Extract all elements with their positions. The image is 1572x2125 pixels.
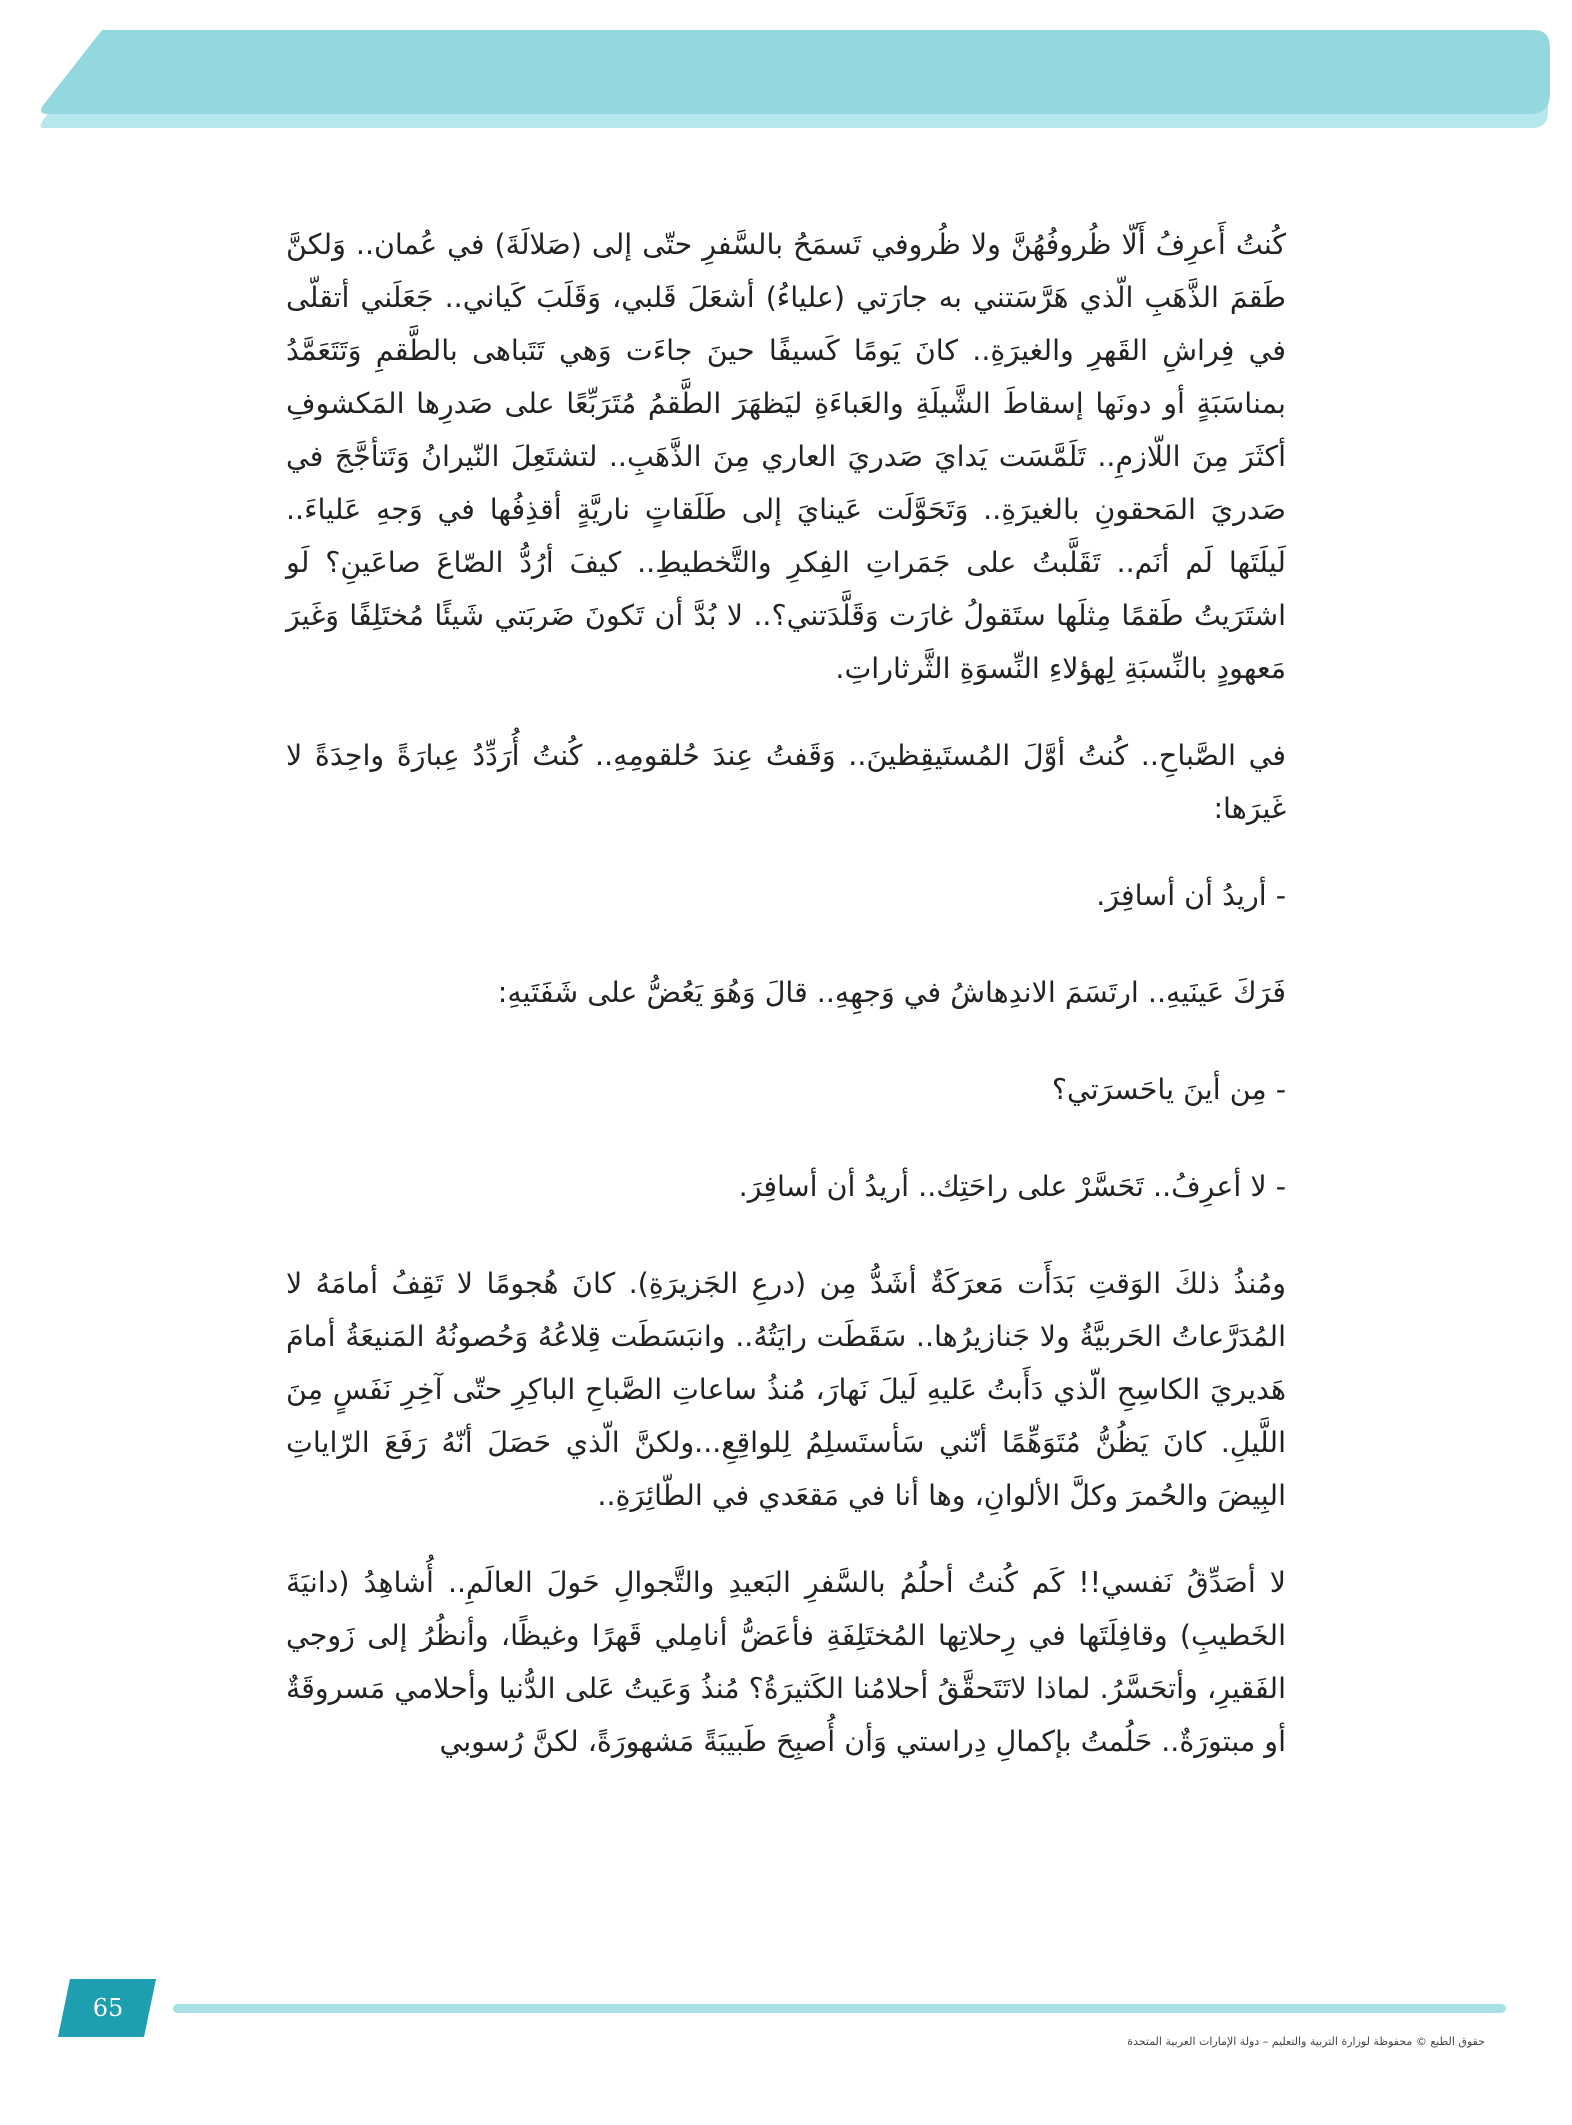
paragraph-2: في الصَّباحِ.. كُنتُ أوَّلَ المُستَيقِظينَ.. وَقَفتُ عِندَ حُلقومِهِ.. كُنتُ أُرَدِّدُ عِبارَةً واحِدَةً لا غَيرَها:: [286, 739, 1286, 825]
paragraph-3: فَرَكَ عَينَيهِ.. ارتَسَمَ الاندِهاشُ في وَجهِهِ.. قالَ وَهُوَ يَعُضُّ على شَفَتَيهِ:: [497, 976, 1286, 1009]
page-number: 65: [92, 1994, 124, 2022]
footer-divider: [173, 2004, 1506, 2013]
dialog-line-3: - لا أعرِفُ.. تَحَسَّرْ على راحَتِك.. أريدُ أن أسافِرَ.: [738, 1170, 1286, 1203]
paragraph-5: لا أصَدِّقُ نَفسي!! كَم كُنتُ أحلُمُ بالسَّفرِ البَعيدِ والتَّجوالِ حَولَ العالَمِ.. أُشاهِدُ (دانيَةَ الخَطيبِ) وقافِلَتَها في رِحلاتِها المُختَلِفَةِ فأعَضُّ أنامِلي قَهرًا وغيظًا، وأنظُرُ إلى زَوجي الفَقيرِ، وأتحَسَّرُ. لماذا لاتَتَحقَّقُ أحلامُنا الكَثيرَةُ؟ مُنذُ وَعَيتُ عَلى الدُّنيا وأحلامي مَسروقَةٌ أو مبتورَةٌ.. حَلُمتُ بإكمالِ دِراستي وَأن أُصبِحَ طَبيبَةً مَشهورَةً، لكنَّ رُسوبي: [286, 1566, 1286, 1758]
dialog-line-1: - أريدُ أن أسافِرَ.: [1096, 879, 1286, 912]
dialog-line-2: - مِن أينَ ياحَسرَتي؟: [1051, 1073, 1286, 1106]
copyright-notice: حقوق الطبع © محفوظة لوزارة التربية والتعليم – دولة الإمارات العربية المتحدة: [1127, 2035, 1485, 2048]
header-banner: [36, 30, 1552, 135]
paragraph-1: كُنتُ أَعرِفُ أَلّا ظُروفُهُنَّ ولا ظُروفي تَسمَحُ بالسَّفرِ حتّى إلى (صَلالَةَ) في عُمان.. وَلكنَّ طَقمَ الذَّهَبِ الّذي هَرَّسَتني به جارَتي (علياءُ) أشعَلَ قَلبي، وَقَلَبَ كَياني.. جَعَلَني أتقلّى في فِراشِ القَهرِ والغيرَةِ.. كانَ يَومًا كَسيفًا حينَ جاءَت وَهي تَتَباهى بالطَّقمِ وَتَتَعَمَّدُ بمناسَبَةٍ أو دونَها إسقاطَ الشَّيلَةِ والعَباءَةِ ليَظهَرَ الطَّقمُ مُتَرَبِّعًا على صَدرِها المَكشوفِ أكثَرَ مِنَ اللّازمِ.. تَلَمَّسَت يَدايَ صَدريَ العاري مِنَ الذَّهَبِ.. لتشتَعِلَ النّيرانُ وَتَتأجَّجَ في صَدريَ المَحقونِ بالغيرَةِ.. وَتَحَوَّلَت عَينايَ إلى طَلَقاتٍ ناريَّةٍ أقذِفُها في وَجهِ عَلياءَ.. لَيلَتَها لَم أنَم.. تَقَلَّبتُ على جَمَراتِ الفِكرِ والتَّخطيطِ.. كيفَ أرُدُّ الصّاعَ صاعَينِ؟ لَو اشتَرَيتُ طَقمًا مِثلَها ستَقولُ غارَت وَقَلَّدَتني؟.. لا بُدَّ أن تَكونَ ضَربَتي شَيئًا مُختَلِفًا وَغَيرَ مَعهودٍ بالنِّسبَةِ لِهؤلاءِ النِّسوَةِ الثَّرثاراتِ.: [286, 228, 1286, 685]
paragraph-4: ومُنذُ ذلكَ الوَقتِ بَدَأَت مَعرَكَةٌ أشَدُّ مِن (درعِ الجَزيرَةِ). كانَ هُجومًا لا تَقِفُ أمامَهُ لا المُدَرَّعاتُ الحَربيَّةُ ولا جَنازيرُها.. سَقَطَت رايَتُهُ.. وانبَسَطَت قِلاعُهُ وَحُصونُهُ المَنيعَةُ أمامَ هَديريَ الكاسِحِ الّذي دَأَبتُ عَليهِ لَيلَ نَهارَ، مُنذُ ساعاتِ الصَّباحِ الباكِرِ حتّى آخِرِ نَفَسٍ مِنَ اللَّيلِ. كانَ يَظُنُّ مُتَوَهِّمًا أنّني سَأستَسلِمُ لِلواقِعِ...ولكنَّ الّذي حَصَلَ أنّهُ رَفَعَ الرّاياتِ البِيضَ والحُمرَ وكلَّ الألوانِ، وها أنا في مَقعَدي في الطّائِرَةِ..: [286, 1267, 1286, 1512]
story-text: [286, 218, 1286, 1802]
